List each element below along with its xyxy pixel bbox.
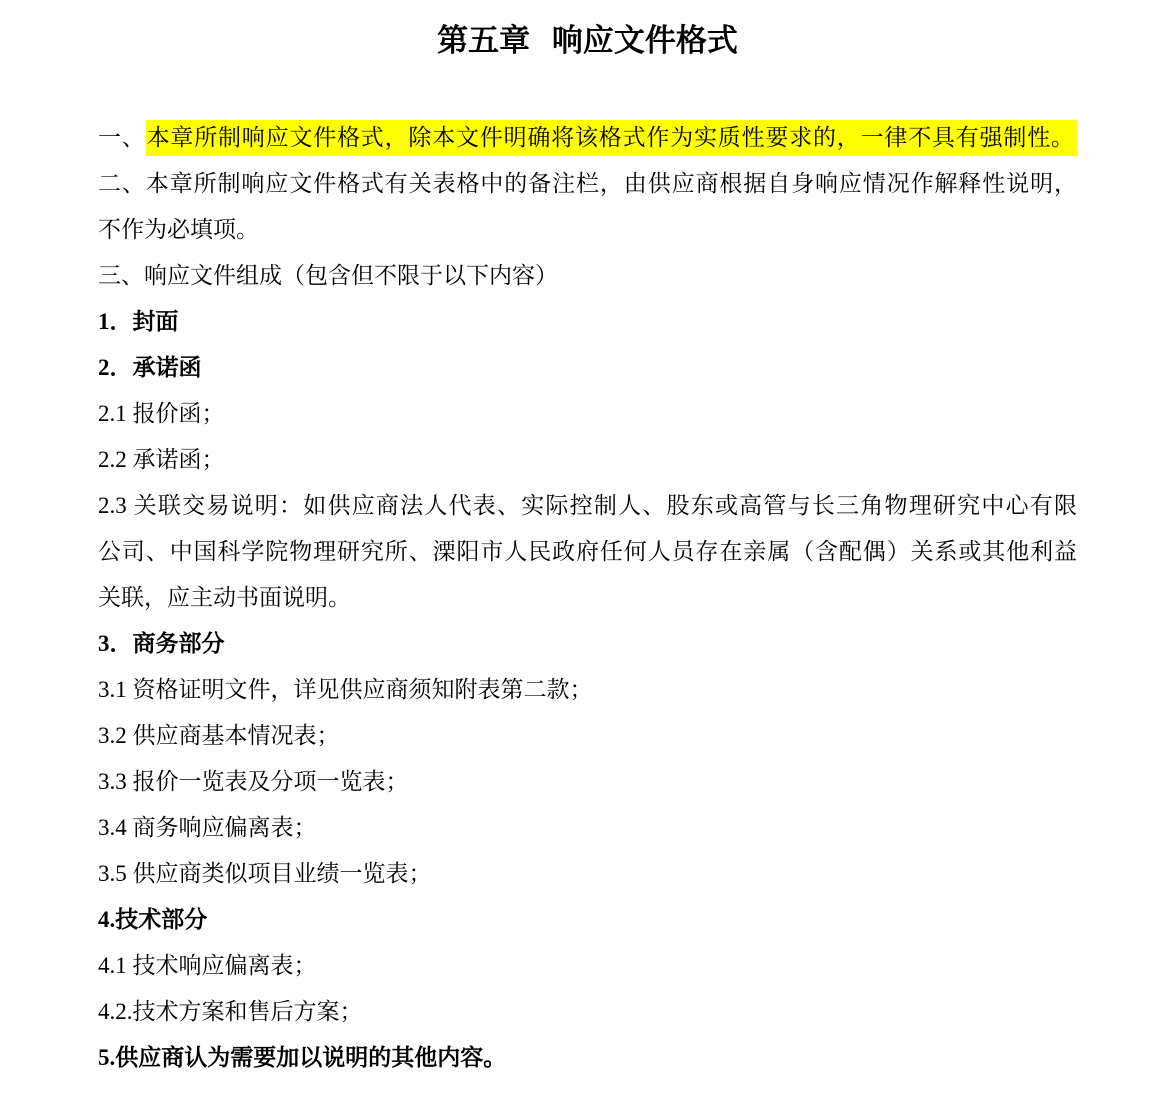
paragraph-remarks-line-2: 不作为必填项。 — [98, 217, 259, 242]
item-2-3-related-transaction-line-2: 公司、中国科学院物理研究所、溧阳市人民政府任何人员存在亲属（含配偶）关系或其他利益 — [98, 539, 1077, 564]
list-number-prefix: 一、 — [98, 125, 146, 150]
item-3-commercial-part: 3．商务部分 — [98, 631, 225, 656]
item-3-5-similar-projects: 3.5 供应商类似项目业绩一览表； — [98, 861, 432, 886]
item-1-cover: 1．封面 — [98, 309, 179, 334]
item-2-3-related-transaction-line-1: 2.3 关联交易说明：如供应商法人代表、实际控制人、股东或高管与长三角物理研究中心有限 — [98, 493, 1077, 518]
item-2-commitment-letter: 2．承诺函 — [98, 355, 202, 380]
highlighted-text: 本章所制响应文件格式，除本文件明确将该格式作为实质性要求的，一律不具有强制性。 — [146, 120, 1077, 156]
item-4-technical-part: 4.技术部分 — [98, 907, 208, 932]
item-3-4-commercial-deviation: 3.4 商务响应偏离表； — [98, 815, 317, 840]
paragraph-composition-heading: 三、响应文件组成（包含但不限于以下内容） — [98, 263, 558, 288]
item-3-2-supplier-basic-info: 3.2 供应商基本情况表； — [98, 723, 340, 748]
page-title: 第五章 响应文件格式 — [437, 23, 738, 58]
item-2-2-commitment-letter: 2.2 承诺函； — [98, 447, 225, 472]
paragraph-remarks-line-1: 二、本章所制响应文件格式有关表格中的备注栏，由供应商根据自身响应情况作解释性说明， — [98, 171, 1077, 196]
item-4-1-technical-deviation: 4.1 技术响应偏离表； — [98, 953, 317, 978]
paragraph-format-notice — [98, 115, 1077, 161]
document-body — [98, 115, 1077, 1081]
item-3-1-qualification-documents: 3.1 资格证明文件，详见供应商须知附表第二款； — [98, 677, 593, 702]
item-2-3-related-transaction-line-3: 关联，应主动书面说明。 — [98, 585, 351, 610]
item-4-2-technical-plan: 4.2.技术方案和售后方案； — [98, 999, 363, 1024]
item-5-other-content: 5.供应商认为需要加以说明的其他内容。 — [98, 1045, 507, 1070]
item-2-1-quotation-letter: 2.1 报价函； — [98, 401, 225, 426]
item-3-3-quotation-summary: 3.3 报价一览表及分项一览表； — [98, 769, 409, 794]
